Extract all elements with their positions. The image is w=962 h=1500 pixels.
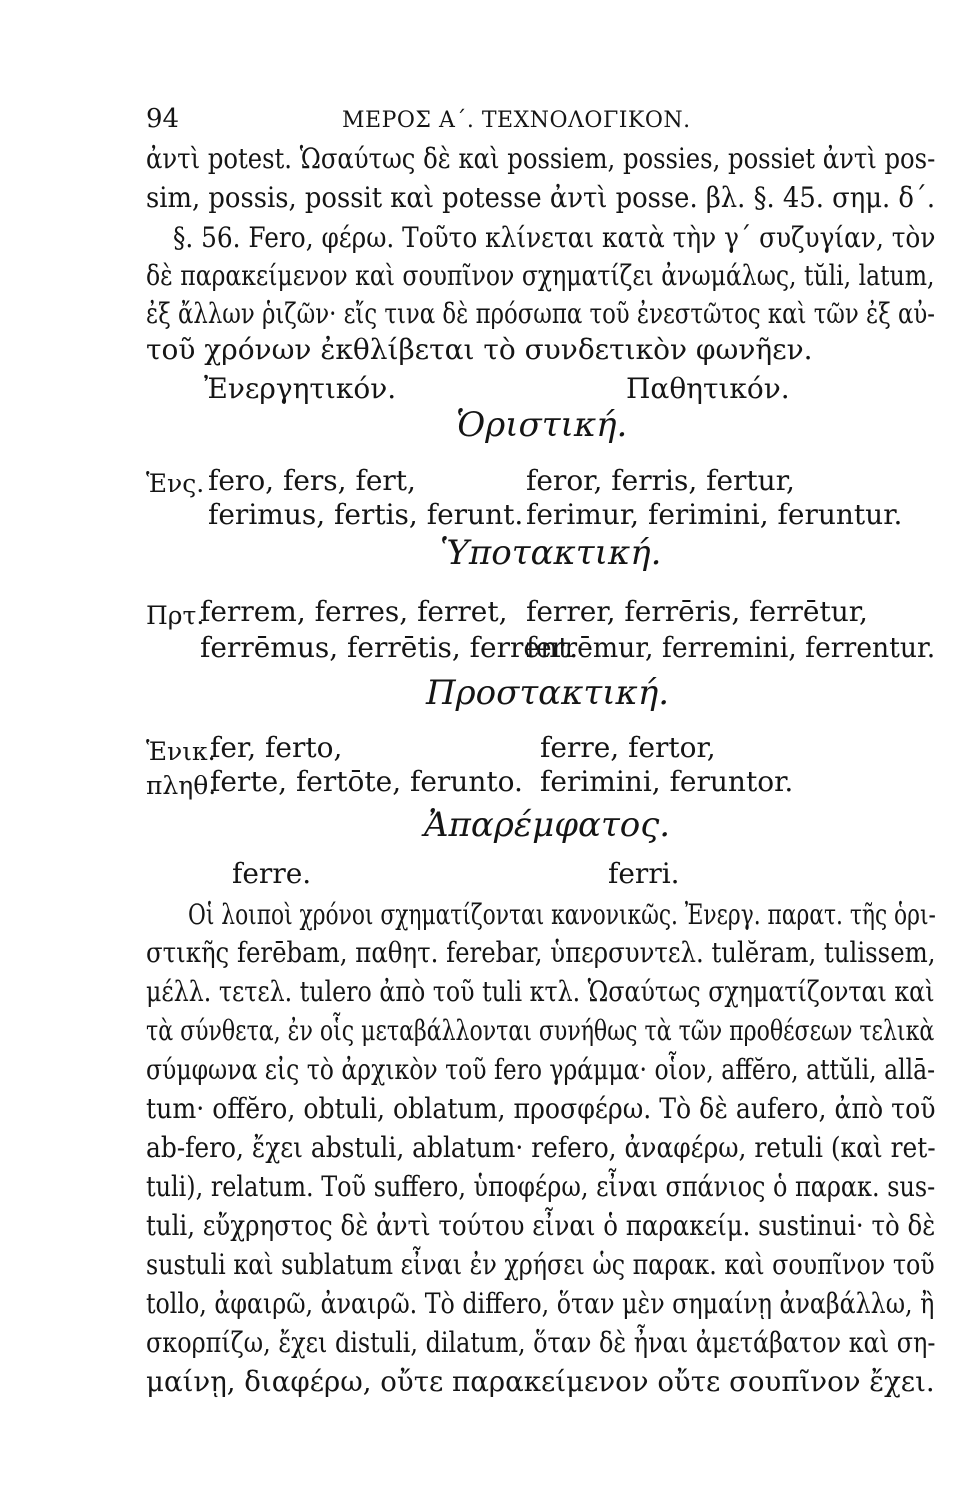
subjunctive-passive-form: ferrēmur, ferremini, ferrentur. — [526, 631, 936, 664]
intro-line: ἀντὶ potest. Ὡσαύτως δὲ καὶ possiem, possies, possiet ἀντὶ pos- — [146, 142, 936, 175]
imperative-active-form: ferte, fertōte, ferunto. — [210, 765, 523, 798]
infinitive-title: Ἀπαρέμφατος. — [424, 805, 671, 845]
imperative-active-form: fer, ferto, — [210, 731, 343, 764]
indicative-active-form: ferimus, fertis, ferunt. — [208, 498, 524, 531]
passive-voice-heading: Παθητικόν. — [626, 372, 790, 405]
closing-line: tollo, ἀφαιρῶ, ἀναιρῶ. Τὸ differo, ὅταν μὲν σημαίνῃ ἀναβάλλω, ἢ — [146, 1287, 935, 1320]
running-title: ΜΕΡΟΣ Α΄. ΤΕΧΝΟΛΟΓΙΚΟΝ. — [342, 108, 691, 133]
closing-line: μαίνῃ, διαφέρω, οὔτε παρακείμενον οὔτε σουπῖνον ἔχει. — [146, 1365, 935, 1398]
infinitive-passive-form: ferri. — [608, 857, 680, 890]
closing-line: tuli), relatum. Τοῦ suffero, ὑποφέρω, εἶναι σπάνιος ὁ παρακ. sus- — [146, 1170, 936, 1203]
closing-line: τὰ σύνθετα, ἐν οἷς μεταβάλλονται συνήθως τὰ τῶν προθέσεων τελικὰ — [146, 1014, 935, 1047]
subjunctive-active-form: ferrēmus, ferrētis, ferrent. — [200, 631, 579, 664]
section-56-line: δὲ παρακείμενον καὶ σουπῖνον σχηματίζει ἀνωμάλως, tŭli, latum, — [146, 259, 935, 292]
closing-line: μέλλ. τετελ. tulero ἀπὸ τοῦ tuli κτλ. Ὡσαύτως σχηματίζονται καὶ — [146, 975, 935, 1008]
active-voice-heading: Ἐνεργητικόν. — [204, 372, 397, 405]
intro-line: sim, possis, possit καὶ potesse ἀντὶ posse. βλ. §. 45. σημ. δ΄. — [146, 181, 936, 214]
subjunctive-active-form: ferrem, ferres, ferret, — [200, 595, 508, 628]
subjunctive-passive-form: ferrer, ferrēris, ferrētur, — [526, 595, 868, 628]
closing-line: tuli, εὔχρηστος δὲ ἀντὶ τούτου εἶναι ὁ παρακείμ. sustinui· τὸ δὲ — [146, 1209, 936, 1242]
page-number: 94 — [146, 104, 180, 134]
closing-line: Οἱ λοιποὶ χρόνοι σχηματίζονται κανονικῶς. Ἐνεργ. παρατ. τῆς ὁρι- — [188, 898, 936, 931]
imperative-passive-form: ferimini, feruntor. — [540, 765, 794, 798]
closing-line: sustuli καὶ sublatum εἶναι ἐν χρήσει ὡς παρακ. καὶ σουπῖνον τοῦ — [146, 1248, 935, 1281]
indicative-passive-form: ferimur, ferimini, feruntur. — [526, 498, 903, 531]
imperative-title: Προστακτική. — [426, 673, 669, 713]
section-56-line: §. 56. Fero, φέρω. Τοῦτο κλίνεται κατὰ τὴν γ΄ συζυγίαν, τὸν — [173, 221, 936, 254]
closing-line: σύμφωνα εἰς τὸ ἀρχικὸν τοῦ fero γράμμα· οἷον, affĕro, attŭli, allā- — [146, 1053, 936, 1086]
section-56-line: τοῦ χρόνων ἐκθλίβεται τὸ συνδετικὸν φωνῆεν. — [146, 333, 813, 366]
section-56-line: ἐξ ἄλλων ῥιζῶν· εἴς τινα δὲ πρόσωπα τοῦ ἐνεστῶτος καὶ τῶν ἐξ αὐ- — [146, 297, 935, 330]
imperative-plural-label: πληθ. — [146, 771, 217, 800]
closing-line: tum· offĕro, obtuli, oblatum, προσφέρω. Τὸ δὲ aufero, ἀπὸ τοῦ — [146, 1092, 936, 1125]
closing-line: σκορπίζω, ἔχει distuli, dilatum, ὅταν δὲ ἦναι ἀμετάβατον καὶ ση- — [146, 1326, 936, 1359]
closing-line: στικῆς ferēbam, παθητ. ferebar, ὑπερσυντελ. tulĕram, tulissem, — [146, 936, 936, 969]
subjunctive-label: Πρτ. — [146, 601, 205, 630]
infinitive-active-form: ferre. — [232, 857, 312, 890]
indicative-label: Ἑνς. — [146, 469, 205, 498]
indicative-active-form: fero, fers, fert, — [208, 464, 416, 497]
indicative-title: Ὁριστική. — [456, 405, 628, 445]
indicative-passive-form: feror, ferris, fertur, — [526, 464, 795, 497]
imperative-passive-form: ferre, fertor, — [540, 731, 716, 764]
imperative-singular-label: Ἑνικ. — [146, 737, 216, 766]
closing-line: ab-fero, ἔχει abstuli, ablatum· refero, ἀναφέρω, retuli (καὶ ret- — [146, 1131, 936, 1164]
subjunctive-title: Ὑποτακτική. — [440, 533, 662, 573]
